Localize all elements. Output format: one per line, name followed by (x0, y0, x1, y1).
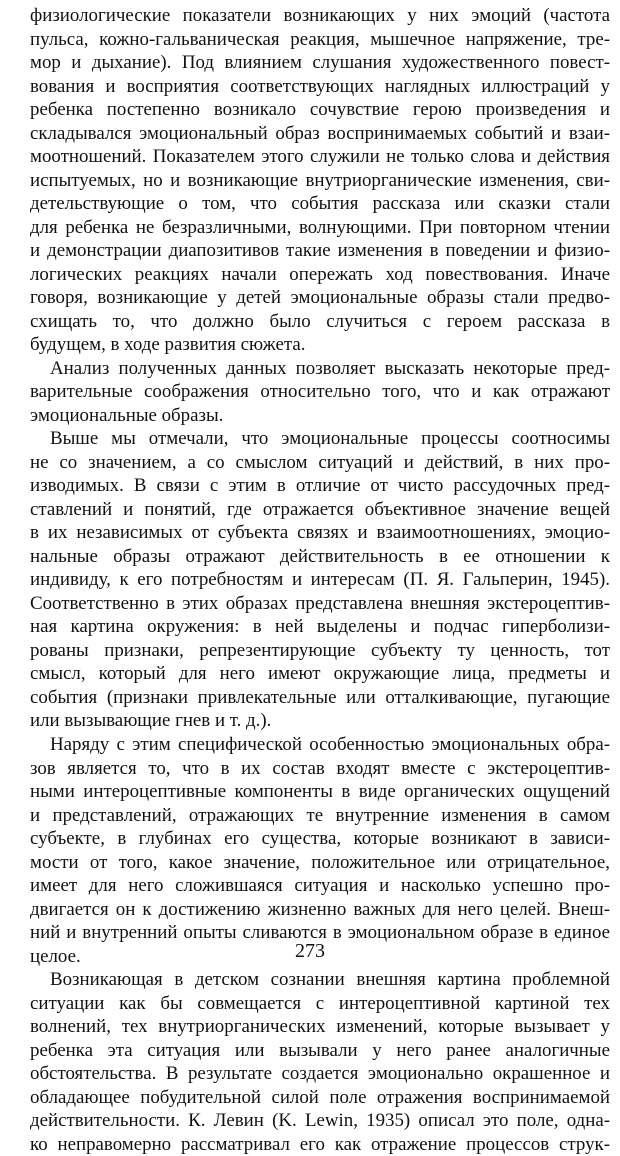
text-line: и демонстрации диапозитивов такие изменения в поведении и физио- (30, 240, 610, 262)
text-line: мости от того, какое значение, положительное или отрицательное, (30, 851, 610, 873)
body-text (30, 4, 610, 1156)
text-line: детельствующие о том, что события рассказа или сказки стали (30, 193, 610, 215)
text-line: говоря, возникающие у детей эмоциональные образы стали предво- (30, 287, 610, 309)
page-number: 273 (295, 940, 325, 962)
text-line: события (признаки привлекательные или отталкивающие, пугающие (30, 686, 610, 708)
text-line: ребенка эта ситуация или вызывали у него ранее аналогичные (30, 1039, 610, 1061)
text-line: обладающее побудительной силой поле отражения воспринимаемой (30, 1086, 610, 1108)
text-line: волнений, тех внутриорганических изменений, которые вызывает у (30, 1016, 610, 1038)
text-line: рованы признаки, репрезентирующие субъекту ту ценность, тот (30, 639, 610, 661)
text-line: субъекте, в глубинах его существа, которые возникают в зависи- (30, 828, 610, 850)
text-line: не со значением, а со смыслом ситуаций и действий, в них про- (30, 451, 610, 473)
text-line: обстоятельства. В результате создается эмоционально окрашенное и (30, 1063, 610, 1085)
text-line: физиологические показатели возникающих у них эмоций (частота (30, 5, 610, 26)
text-line: целое. (30, 945, 81, 967)
text-line: двигается он к достижению жизненно важных для него целей. Внеш- (30, 898, 610, 920)
text-line: и представлений, отражающих те внутренние изменения в самом (30, 804, 610, 826)
text-line: пульса, кожно-гальваническая реакция, мышечное напряжение, тре- (30, 28, 610, 50)
text-line: ний и внутренний опыты сливаются в эмоциональном образе в единое (30, 922, 610, 944)
text-line: нальные образы отражают действительность в ее отношении к (30, 545, 610, 567)
text-line: зов является то, что в их состав входят вместе с экстероцептив- (30, 757, 610, 779)
text-line: моотношений. Показателем этого служили не только слова и действия (30, 146, 610, 168)
text-line: вования и восприятия соответствующих наглядных иллюстраций у (30, 75, 610, 97)
text-line: или вызывающие гнев и т. д.). (30, 710, 272, 732)
text-line: схищать то, что должно было случиться с героем рассказа в (30, 310, 610, 332)
text-line: ситуации как бы совмещается с интероцептивной картиной тех (30, 992, 610, 1014)
text-line: в их независимых от субъекта связях и взаимоотношениях, эмоцио- (30, 522, 610, 544)
text-line: Возникающая в детском сознании внешняя картина проблемной (50, 969, 610, 991)
text-line: для ребенка не безразличными, волнующими. При повторном чтении (30, 216, 610, 238)
text-line: ная картина окружения: в ней выделены и подчас гиперболизи- (30, 616, 610, 638)
text-line: ко неправомерно рассматривал его как отражение процессов струк- (30, 1133, 610, 1155)
text-line: складывался эмоциональный образ воспринимаемых событий и взаи- (30, 122, 610, 144)
text-line: испытуемых, но и возникающие внутриорганические изменения, сви- (30, 169, 610, 191)
text-line: смысл, который для него имеют окружающие лица, предметы и (30, 663, 610, 685)
text-line: логических реакциях начали опережать ход повествования. Иначе (30, 263, 610, 285)
text-line: действительности. К. Левин (K. Lewin, 1935) описал это поле, одна- (30, 1110, 610, 1132)
text-line: Наряду с этим специфической особенностью эмоциональных обра- (50, 733, 610, 755)
text-line: мор и дыхание). Под влиянием слушания художественного повест- (30, 52, 610, 74)
text-line: варительные соображения относительно того, что и как отражают (30, 381, 610, 403)
text-line: изводимых. В связи с этим в отличие от чисто рассудочных пред- (30, 475, 610, 497)
text-line: ными интероцептивные компоненты в виде органических ощущений (30, 781, 610, 803)
text-line: Анализ полученных данных позволяет высказать некоторые пред- (50, 357, 610, 379)
text-line: эмоциональные образы. (30, 404, 224, 426)
text-line: индивиду, к его потребностям и интересам (П. Я. Гальперин, 1945). (30, 569, 610, 591)
text-line: Соответственно в этих образах представлена внешняя экстероцептив- (30, 592, 610, 614)
text-line: ставлений и понятий, где отражается объективное значение вещей (30, 498, 610, 520)
text-line: будущем, в ходе развития сюжета. (30, 334, 306, 356)
text-line: Выше мы отмечали, что эмоциональные процессы соотносимы (50, 428, 610, 450)
text-line: ребенка постепенно возникало сочувствие герою произведения и (30, 99, 610, 121)
text-line: имеет для него сложившаяся ситуация и насколько успешно про- (30, 875, 610, 897)
